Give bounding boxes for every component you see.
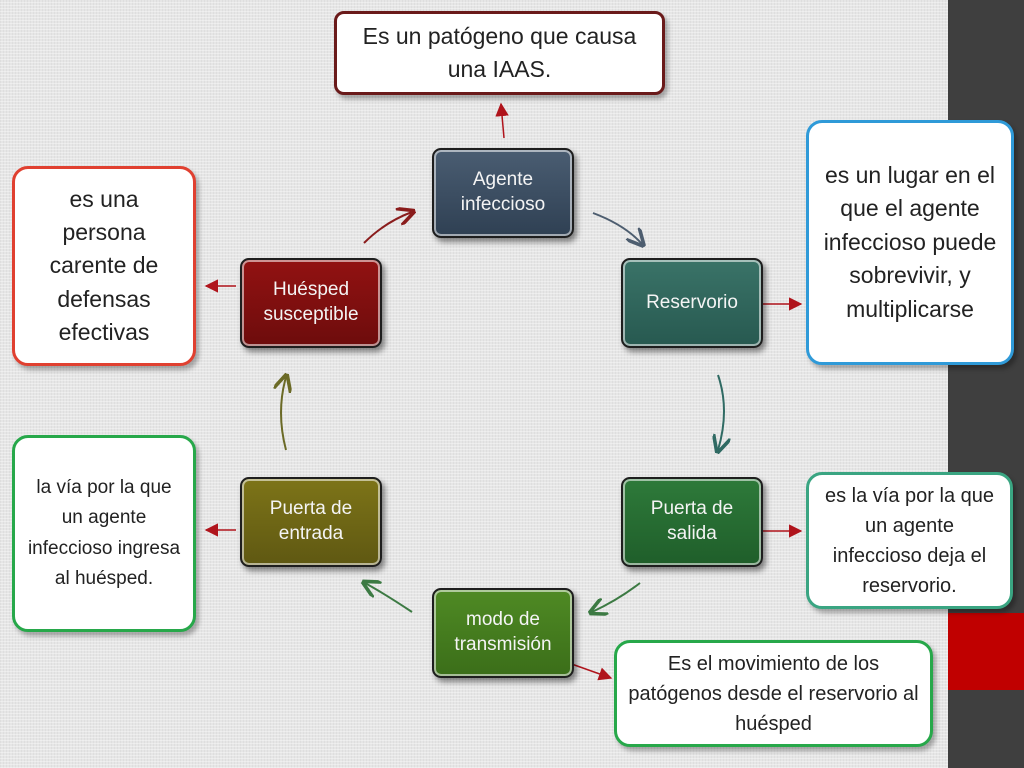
node-reservorio-label: Reservorio — [646, 291, 738, 313]
callout-reservorio-text: es un lugar en el que el agente infeccioso puede sobrevivir, y multiplicarse — [823, 162, 997, 322]
cycle-arrow-agente-reservorio — [593, 213, 642, 244]
node-huesped-label: Huésped susceptible — [263, 279, 359, 325]
callout-reservorio — [806, 120, 1014, 365]
cycle-arrow-entrada-huesped — [281, 377, 286, 450]
node-salida-label: Puerta de salida — [650, 498, 734, 544]
callout-agente-text: Es un patógeno que causa una IAAS. — [362, 22, 637, 82]
cycle-arrow-huesped-agente — [364, 212, 412, 243]
node-modo-transmision — [432, 588, 574, 678]
node-puerta-salida — [621, 477, 763, 567]
cycle-arrow-salida-modo — [592, 583, 640, 612]
cycle-arrow-reservorio-salida — [718, 375, 724, 450]
node-reservorio — [621, 258, 763, 348]
callout-salida-text: es la vía por la que un agente infeccioso deja el reservorio. — [825, 484, 994, 597]
node-puerta-entrada — [240, 477, 382, 567]
node-agente-label: Agente infeccioso — [460, 169, 546, 215]
callout-huesped — [12, 166, 196, 366]
callout-huesped-text: es una persona carente de defensas efectivas — [49, 185, 159, 346]
callout-salida — [806, 472, 1013, 609]
callout-agente — [334, 11, 665, 95]
node-modo-label: modo de transmisión — [454, 609, 552, 655]
callout-arrow-agente — [501, 104, 504, 138]
node-agente-infeccioso — [432, 148, 574, 238]
cycle-arrow-modo-entrada — [365, 583, 412, 612]
callout-modo-text: Es el movimiento de los patógenos desde el reservorio al huésped — [628, 652, 919, 735]
node-entrada-label: Puerta de entrada — [269, 498, 353, 544]
node-huesped-susceptible — [240, 258, 382, 348]
callout-entrada-text: la vía por la que un agente infeccioso ingresa al huésped. — [27, 476, 181, 589]
callout-modo — [614, 640, 933, 747]
callout-entrada — [12, 435, 196, 632]
